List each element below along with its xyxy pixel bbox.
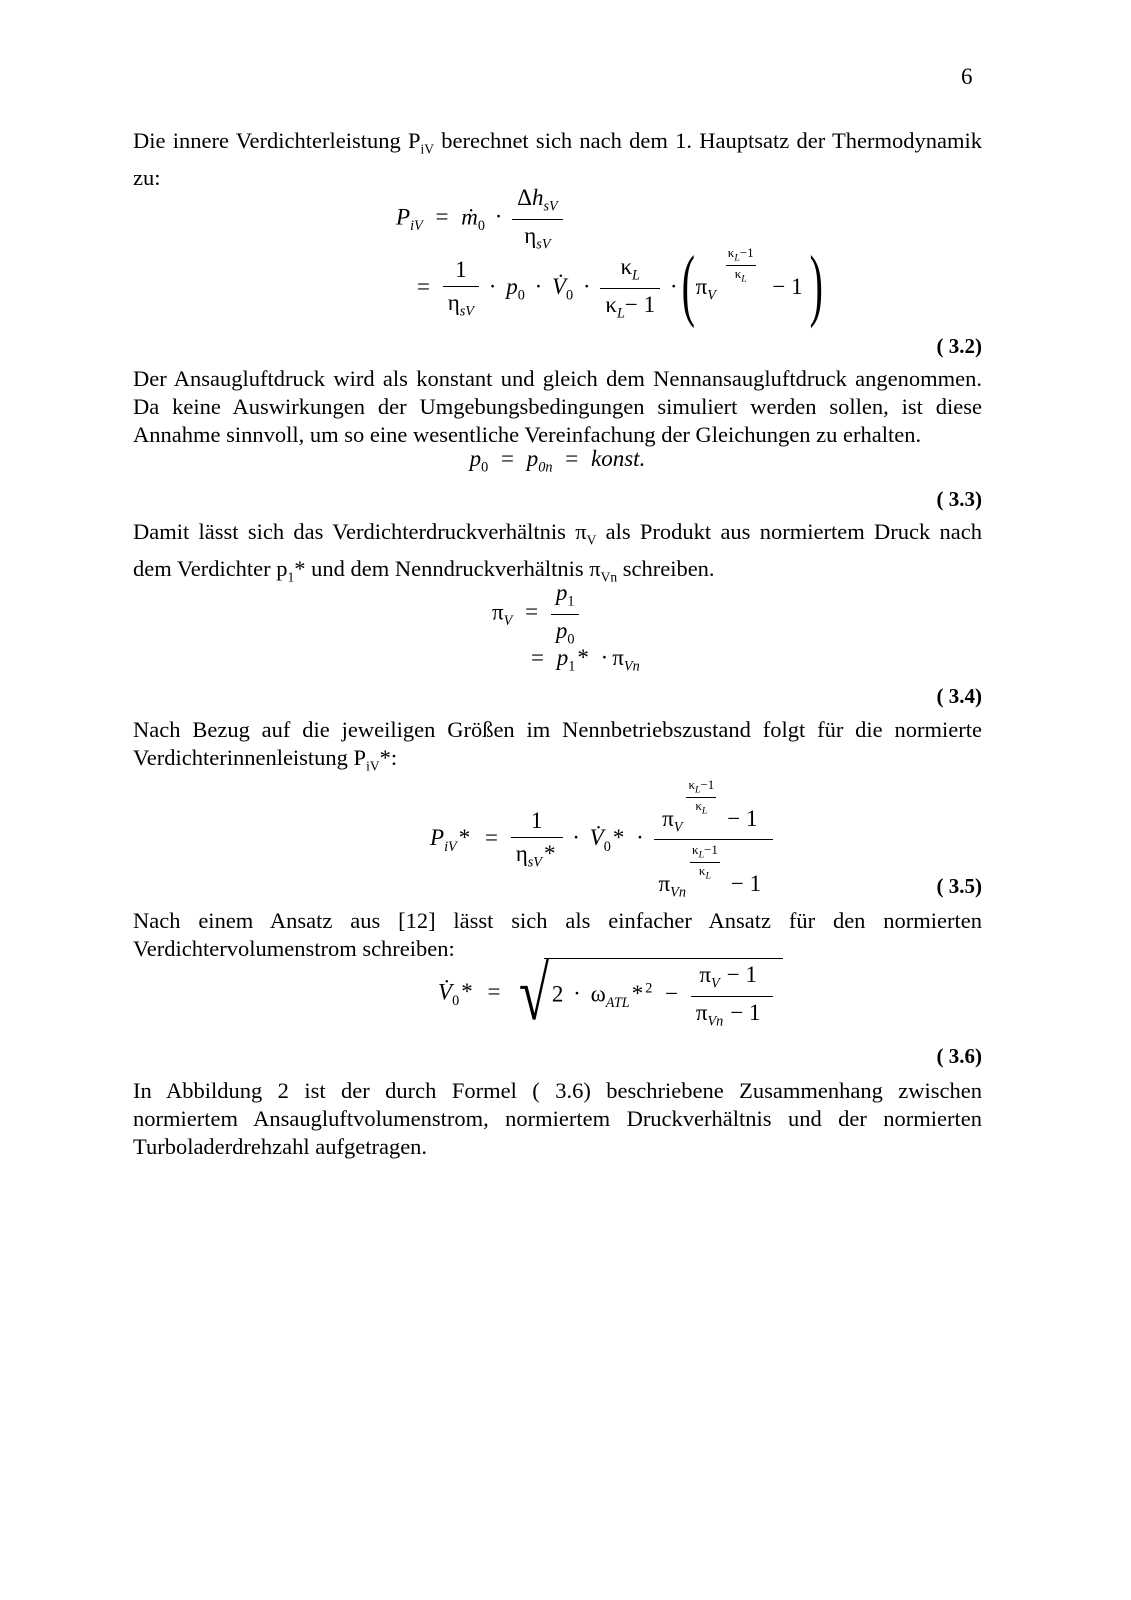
page-number: 6	[961, 64, 973, 89]
subscript-iV: iV	[420, 141, 434, 157]
star-symbol: *	[631, 981, 644, 1007]
delta-symbol: Δ	[517, 185, 532, 210]
paragraph-4-text: Nach Bezug auf die jeweiligen Größen im Nennbetriebszustand folgt für die normierte Verdichterinnenleistung P	[133, 717, 982, 770]
kappa-symbol: κ	[688, 777, 695, 792]
paragraph-1-text: berechnet sich nach dem 1. Hauptsatz der Thermodynamik zu:	[133, 128, 982, 190]
minus-sign: −	[665, 981, 679, 1007]
star-symbol: *	[458, 825, 471, 851]
sub-0: 0	[566, 287, 574, 304]
var-V-dot: V̇	[551, 273, 567, 299]
var-m-dot: ṁ	[461, 204, 478, 230]
var-h: h	[531, 185, 544, 210]
paragraph-4-text: *:	[379, 745, 398, 770]
paragraph-2	[133, 365, 982, 449]
fraction	[512, 185, 563, 253]
minus-one: − 1	[730, 871, 762, 897]
star-symbol: *	[612, 825, 625, 851]
sub-0: 0	[603, 838, 611, 855]
var-P: P	[396, 204, 411, 230]
kappa-symbol: κ	[620, 254, 633, 280]
equals-sign: =	[487, 979, 501, 1005]
equation-3-6	[438, 952, 783, 1036]
multiply-dot: ·	[573, 981, 581, 1007]
sub-V: V	[711, 975, 720, 992]
sub-0n: 0n	[538, 459, 553, 476]
fraction	[691, 962, 773, 1030]
sub-V: V	[673, 819, 683, 836]
equals-sign: =	[501, 446, 515, 471]
equation-number-3-4: ( 3.4)	[936, 684, 982, 708]
paragraph-6	[133, 1077, 982, 1161]
sub-L: L	[695, 784, 701, 796]
fraction	[511, 808, 563, 872]
sub-L: L	[705, 870, 711, 882]
paragraph-3-text: schreiben.	[617, 555, 715, 581]
sub-sV: sV	[536, 236, 551, 253]
kappa-symbol: κ	[605, 292, 617, 318]
paragraph-1-text: Die innere Verdichterleistung P	[133, 128, 421, 153]
minus-one: −1	[739, 245, 754, 260]
var-V-dot: V̇	[589, 825, 604, 851]
omega-symbol: ω	[590, 981, 606, 1007]
equation-number-3-5: ( 3.5)	[936, 874, 982, 898]
numerator-one: 1	[530, 808, 543, 834]
kappa-symbol: κ	[698, 863, 706, 879]
equals-sign: =	[531, 645, 544, 670]
paragraph-3-text: * und dem Nenndruckverhältnis π	[294, 555, 601, 581]
paragraph-6-text: In Abbildung 2 ist der durch Formel ( 3.6) beschriebene Zusammenhang zwischen normiertem Ansaugluftvolumenstrom, normiertem Druckverhältnis und der normierten Turboladerdrehzahl aufgetragen.	[133, 1078, 982, 1159]
exponent-fraction	[686, 778, 716, 817]
var-p: p	[556, 645, 569, 670]
sub-L: L	[616, 305, 625, 322]
multiply-dot: ·	[636, 825, 644, 851]
minus-one: − 1	[730, 999, 761, 1025]
multiply-dot: ·	[669, 273, 678, 299]
eta-symbol: η	[447, 289, 460, 315]
fraction	[443, 257, 479, 321]
var-p: p	[506, 273, 518, 299]
paragraph-2-text: Der Ansaugluftdruck wird als konstant und gleich dem Nennansaugluftdruck angenommen. Da keine Auswirkungen der Umgebungsbedingungen simuliert werden sollen, ist diese Annahme sinnvoll, um so eine wesentliche Vereinfachung der Gleichungen zu erhalten.	[133, 366, 982, 447]
var-p: p	[526, 446, 539, 471]
pi-symbol: π	[658, 871, 671, 897]
fraction	[551, 580, 580, 648]
sub-0: 0	[517, 287, 525, 304]
star-symbol: *	[544, 841, 556, 867]
paragraph-5	[133, 907, 982, 963]
fraction	[600, 254, 660, 322]
paragraph-3-text: Damit lässt sich das Verdichterdruckverhältnis π	[133, 519, 587, 544]
subscript-1: 1	[287, 569, 295, 584]
kappa-symbol: κ	[692, 842, 699, 858]
radicand	[544, 958, 783, 1030]
multiply-dot: ·	[494, 204, 503, 230]
equation-3-2-line-1	[396, 185, 563, 253]
sub-Vn: Vn	[670, 884, 686, 901]
pi-symbol: π	[699, 961, 712, 987]
equation-3-4-line-2	[524, 645, 640, 676]
sub-sV: sV	[527, 854, 542, 871]
minus-one: −1	[704, 842, 718, 858]
multiply-dot: ·	[582, 273, 591, 299]
paragraph-5-text: Nach einem Ansatz aus [12] lässt sich als einfacher Ansatz für den normierten Verdichtervolumenstrom schreiben:	[133, 908, 982, 961]
sub-L: L	[701, 805, 708, 817]
close-paren: )	[810, 240, 824, 329]
square-root	[513, 952, 782, 1036]
minus-one: −1	[700, 777, 715, 792]
equals-sign: =	[565, 446, 579, 471]
paragraph-4	[133, 716, 982, 781]
equation-number-3-3: ( 3.3)	[936, 487, 982, 511]
sub-L: L	[632, 268, 640, 285]
sub-Vn: Vn	[623, 658, 640, 675]
sub-0: 0	[452, 992, 460, 1009]
exponent-fraction	[726, 246, 756, 285]
var-P: P	[430, 825, 445, 851]
number-two: 2	[551, 981, 564, 1007]
radical-sign: √	[519, 952, 550, 1036]
minus-one: − 1	[727, 805, 758, 831]
pi-symbol: π	[695, 999, 708, 1025]
minus-one: − 1	[772, 273, 803, 299]
kappa-symbol: κ	[695, 797, 702, 813]
var-p: p	[555, 617, 568, 643]
konst-text: konst.	[591, 446, 646, 471]
subscript-Vn: Vn	[600, 569, 618, 584]
sub-V: V	[707, 287, 717, 304]
var-p: p	[555, 580, 568, 605]
sub-L: L	[734, 252, 740, 264]
paragraph-1	[133, 127, 982, 192]
sub-sV: sV	[543, 198, 558, 215]
minus-one: − 1	[726, 961, 757, 987]
paragraph-3-text: als Produkt aus normiertem Druck nach dem Verdichter p	[133, 519, 982, 581]
kappa-symbol: κ	[727, 245, 735, 260]
sub-iV: iV	[444, 838, 457, 855]
sub-0: 0	[477, 217, 485, 234]
equation-number-3-6: ( 3.6)	[936, 1044, 982, 1068]
sub-1: 1	[568, 658, 576, 675]
multiply-dot: ·	[572, 825, 580, 851]
var-V-dot: V̇	[438, 979, 453, 1005]
pi-symbol: π	[492, 599, 504, 625]
equals-sign: =	[484, 825, 498, 851]
sub-L: L	[741, 273, 747, 285]
pi-symbol: π	[695, 273, 708, 299]
pi-symbol: π	[612, 645, 624, 670]
equation-3-3	[133, 446, 982, 477]
star-symbol: *	[577, 645, 589, 670]
multiply-dot: ·	[488, 273, 497, 299]
sub-1: 1	[567, 593, 575, 610]
pi-symbol: π	[662, 805, 674, 831]
numerator-one: 1	[455, 256, 467, 282]
open-paren: (	[681, 240, 696, 329]
var-p: p	[469, 446, 482, 471]
eta-symbol: η	[515, 841, 528, 867]
kappa-symbol: κ	[734, 265, 742, 281]
exponent-two: 2	[645, 980, 653, 997]
multiply-dot: ·	[600, 645, 609, 670]
subscript-iV: iV	[366, 758, 380, 774]
sub-V: V	[503, 612, 513, 629]
sub-0: 0	[567, 631, 575, 648]
sub-L: L	[698, 849, 704, 861]
multiply-dot: ·	[534, 273, 543, 299]
equals-sign: =	[417, 273, 430, 299]
sub-Vn: Vn	[707, 1013, 724, 1030]
equation-3-4-line-1	[492, 580, 579, 648]
star-symbol: *	[461, 979, 473, 1005]
equals-sign: =	[525, 599, 539, 625]
sub-sV: sV	[459, 303, 475, 320]
sub-0: 0	[481, 459, 489, 476]
equation-number-3-2: ( 3.2)	[936, 334, 982, 358]
eta-symbol: η	[524, 222, 537, 248]
subscript-V: V	[586, 532, 597, 548]
sub-ATL: ATL	[605, 994, 630, 1011]
equals-sign: =	[435, 204, 449, 230]
minus-one: − 1	[624, 292, 656, 318]
equation-3-2-line-2	[410, 240, 824, 329]
sub-iV: iV	[410, 217, 423, 234]
